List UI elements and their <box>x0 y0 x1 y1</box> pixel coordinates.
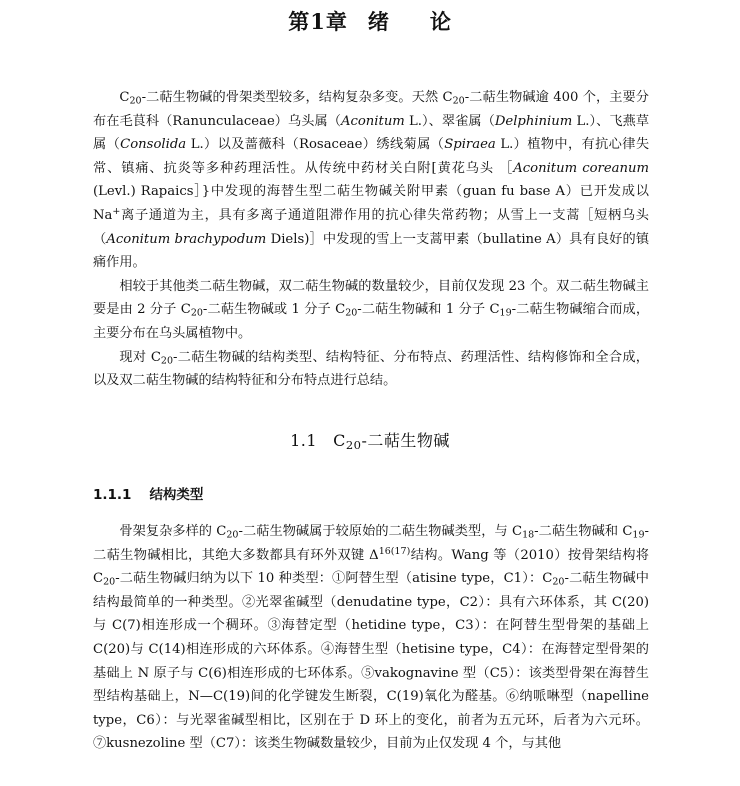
structure-types-paragraph: 骨架复杂多样的 $C_{20}-$二萜生物碱属于较原始的二萜生物碱类型，与 $C_{18}-$二萜生物碱和 $C_{19}-$二萜生物碱相比，其绝大多数都具有环外双键 $\Delta^{16(17)}$结构。Wang 等（2010）按骨架结构将 $C_{20}-$二萜生物碱归纳为以下 10 种类型：①阿替生型（atisine type，C1）：$C_{20}-$二萜生物碱中结构最简单的一种类型。②光翠雀碱型（denudatine type，C2）：具有六环体系，其 C(20)与 C(7)相连形成一个稠环。③海替定型（hetidine type，C3）：在阿替生型骨架的基础上 C(20)与 C(14)相连形成的六环体系。④海替生型（hetisine type，C4）：在海替定型骨架的基础上 N 原子与 C(6)相连形成的七环体系。⑤vakognavine 型（C5）：该类型骨架在海替生型结构基础上，N—C(19)间的化学键发生断裂，C(19)氧化为醛基。⑥纳哌啉型（napelline type，C6）：与光翠雀碱型相比，区别在于 D 环上的变化，前者为五元环，后者为六元环。⑦kusnezoline 型（C7）：该类生物碱数量较少，目前为止仅发现 4 个，与其他 <box>93 524 649 752</box>
section-heading: 1.1 $C_{20}-$二萜生物碱 <box>290 431 450 452</box>
taxon-aconitum-brachypodum: Aconitum brachypodum <box>106 231 267 247</box>
subsection-number: 1.1.1 <box>93 487 132 503</box>
taxon-delphinium: Delphinium <box>494 113 573 129</box>
taxon-consolida: Consolida <box>120 137 187 153</box>
chapter-title-char-2: 论 <box>429 9 452 34</box>
chapter-title-char-1: 绪 <box>367 9 390 34</box>
chapter-title <box>0 6 740 36</box>
intro-paragraph-3: 现对 $C_{20}-$二萜生物碱的结构类型、结构特征、分布特点、药理活性、结构修饰和全合成，以及双二萜生物碱的结构特征和分布特点进行总结。 <box>93 349 649 389</box>
subsection-heading <box>93 483 203 503</box>
chapter-number: 1 <box>310 9 326 34</box>
subsection-title: 结构类型 <box>149 487 204 503</box>
chapter-prefix: 第 <box>288 9 311 34</box>
taxon-aconitum: Aconitum <box>340 113 405 129</box>
intro-paragraph-2: 相较于其他类二萜生物碱，双二萜生物碱的数量较少，目前仅发现 23 个。双二萜生物碱主要是由 2 分子 $C_{20}-$二萜生物碱或 1 分子 $C_{20}-$二萜生物碱和 1 分子 $C_{19}-$二萜生物碱缩合而成，主要分布在乌头属植物中。 <box>93 278 650 341</box>
chapter-suffix: 章 <box>325 9 348 34</box>
taxon-aconitum-coreanum: Aconitum coreanum <box>513 160 649 176</box>
taxon-spiraea: Spiraea <box>444 137 496 153</box>
structure-types-text <box>93 520 649 756</box>
intro-paragraph-1: $C_{20}-$二萜生物碱的骨架类型较多，结构复杂多变。天然 $C_{20}-$二萜生物碱逾 400 个，主要分布在毛茛科（Ranunculaceae）乌头属（Aconitum L.）、翠雀属（Delphinium L.）、飞燕草属（Consolida L.）以及蔷薇科（Rosaceae）绣线菊属（Spiraea L.）植物中，有抗心律失常、镇痛、抗炎等多种药理活性。从传统中药材关白附[黄花乌头 ［Aconitum coreanum (Levl.) Rapaics］}中发现的海替生型二萜生物碱关附甲素（guan fu base A）已开发成以 Na+离子通道为主，具有多离子通道阻滞作用的抗心律失常药物；从雪上一支蒿［短柄乌头（Aconitum brachypodum Diels)］中发现的雪上一支蒿甲素（bullatine A）具有良好的镇痛作用。 <box>93 90 650 271</box>
intro-text <box>93 86 649 393</box>
section-number: 1.1 <box>290 431 318 450</box>
